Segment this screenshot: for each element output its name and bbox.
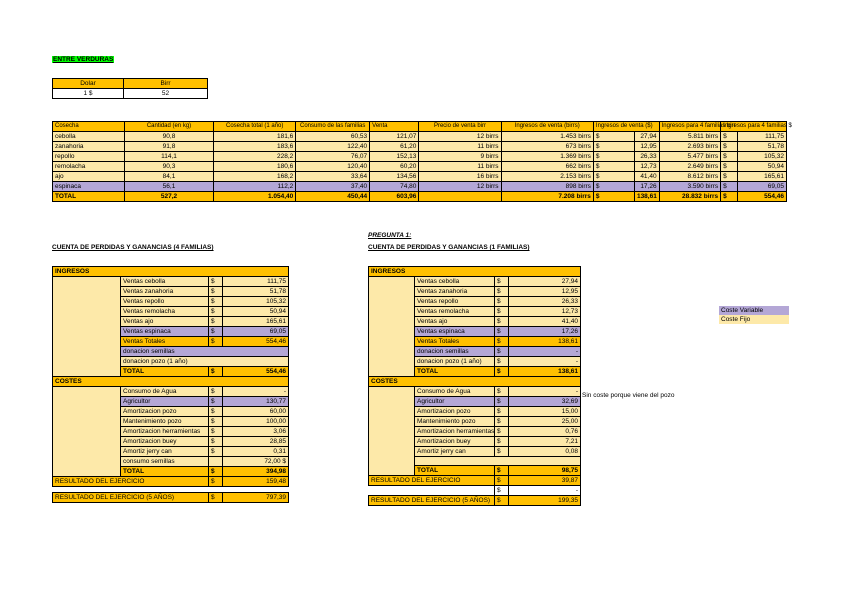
left-item-value: 72,00 $	[223, 457, 289, 467]
crop-row	[53, 152, 787, 162]
crops-header-ingresos-birr: Ingresos de venta (birrs)	[501, 122, 593, 132]
crop-cell: 51,78	[737, 142, 786, 152]
right-donacion-semillas: donacion semillas	[415, 347, 495, 357]
crop-cell: 122,40	[296, 142, 370, 152]
crop-cell: 121,07	[370, 132, 419, 142]
right-item-label: Amortizacion herramientas	[415, 427, 495, 437]
right-item-currency: $	[495, 417, 509, 427]
right-total-ingresos-value: 138,61	[509, 367, 581, 377]
right-line-item	[369, 417, 581, 427]
crop-cell: cebolla	[53, 132, 125, 142]
crops-total-cell	[419, 192, 501, 202]
left-resultado-label: RESULTADO DEL EJERCICIO	[53, 477, 209, 487]
crops-table	[52, 121, 792, 202]
left-line-item	[53, 307, 289, 317]
right-line-item	[369, 307, 581, 317]
crops-header-ingresos4-usd: Ingresos para 4 familias $	[721, 122, 787, 132]
crop-cell: $	[721, 152, 737, 162]
crop-cell: 181,6	[214, 132, 296, 142]
right-total-ingresos-label: TOTAL	[415, 367, 495, 377]
crop-cell: 26,33	[634, 152, 659, 162]
crop-cell: 11 birrs	[419, 162, 501, 172]
left-line-item	[53, 287, 289, 297]
right-item-currency: $	[495, 327, 509, 337]
crop-cell: 12,95	[634, 142, 659, 152]
right-item-value: 0,76	[509, 427, 581, 437]
left-item-value: -	[223, 387, 289, 397]
crop-cell: $	[593, 132, 634, 142]
left-item-currency: $	[209, 287, 223, 297]
crop-cell: ajo	[53, 172, 125, 182]
left-item-currency: $	[209, 417, 223, 427]
crop-cell: $	[593, 182, 634, 192]
crop-row	[53, 132, 787, 142]
crops-total-cell: 450,44	[296, 192, 370, 202]
crop-cell: 168,2	[214, 172, 296, 182]
crop-cell: 91,8	[124, 142, 213, 152]
crop-cell: 120,40	[296, 162, 370, 172]
right-item-label: Consumo de Agua	[415, 387, 495, 397]
currency-dolar-value: 1 $	[53, 89, 124, 99]
right-total-costes-currency: $	[495, 466, 509, 476]
left-item-label: Ventas repollo	[121, 297, 209, 307]
right-total-costes-label: TOTAL	[415, 466, 495, 476]
right-item-currency: $	[495, 407, 509, 417]
crops-total-cell: 603,96	[370, 192, 419, 202]
right-donacion-semillas-value: -	[509, 347, 581, 357]
left-item-value: 51,78	[223, 287, 289, 297]
crop-cell: 33,64	[296, 172, 370, 182]
left-item-label: Ventas cebolla	[121, 277, 209, 287]
crop-cell: 228,2	[214, 152, 296, 162]
right-line-item	[369, 287, 581, 297]
right-donacion-pozo-currency: $	[495, 357, 509, 367]
left-item-value: 111,75	[223, 277, 289, 287]
crops-header-precio: Precio de venta birr	[419, 122, 501, 132]
crops-total-cell: $	[593, 192, 634, 202]
left-item-label: consumo semillas	[121, 457, 209, 467]
crop-cell: 90,8	[124, 132, 213, 142]
crop-cell: 1.369 birrs	[501, 152, 593, 162]
currency-birr-value: 52	[124, 89, 208, 99]
crop-cell: 5.811 birrs	[659, 132, 721, 142]
right-pl-table	[368, 266, 581, 506]
right-item-label: Ventas espinaca	[415, 327, 495, 337]
crop-cell: 662 birrs	[501, 162, 593, 172]
right-line-item	[369, 317, 581, 327]
crop-cell: 61,20	[370, 142, 419, 152]
right-ingresos-label: INGRESOS	[369, 267, 581, 277]
right-resultado-label: RESULTADO DEL EJERCICIO	[369, 476, 495, 486]
left-item-label: Amortizacion buey	[121, 437, 209, 447]
crop-cell: 114,1	[124, 152, 213, 162]
crop-cell: 105,32	[737, 152, 786, 162]
crop-cell: 12 birrs	[419, 182, 501, 192]
crop-cell: 16 birrs	[419, 172, 501, 182]
left-item-currency: $	[209, 317, 223, 327]
right-line-item	[369, 387, 581, 397]
right-resultado-value: 39,87	[509, 476, 581, 486]
left-item-label: Consumo de Agua	[121, 387, 209, 397]
crop-cell: 2.649 birrs	[659, 162, 721, 172]
legend-coste-fijo: Coste Fijo	[719, 315, 789, 324]
crop-cell: $	[721, 182, 737, 192]
left-item-value: 165,61	[223, 317, 289, 327]
crop-row	[53, 172, 787, 182]
right-ventas-totales-value: 138,61	[509, 337, 581, 347]
left-item-currency	[209, 457, 223, 467]
sheet-title: ENTRE VERDURAS	[53, 56, 114, 63]
right-item-currency: $	[495, 437, 509, 447]
crops-total-cell: 1.054,40	[214, 192, 296, 202]
right-donacion-pozo: donacion pozo (1 año)	[415, 357, 495, 367]
crop-row	[53, 142, 787, 152]
left-line-item	[53, 327, 289, 337]
right-item-currency: $	[495, 317, 509, 327]
crops-header-cantidad: Cantidad (en kg)	[124, 122, 213, 132]
right-item-label: Ventas cebolla	[415, 277, 495, 287]
right-line-item	[369, 437, 581, 447]
right-item-currency: $	[495, 447, 509, 457]
crop-cell: 2.153 birrs	[501, 172, 593, 182]
right-resultado-currency: $	[495, 476, 509, 486]
left-total-ingresos-label: TOTAL	[121, 367, 209, 377]
right-line-item	[369, 397, 581, 407]
left-item-value: 28,85	[223, 437, 289, 447]
crops-header-cosecha-total: Cosecha total (1 año)	[214, 122, 296, 132]
left-ventas-totales-label: Ventas Totales	[121, 337, 209, 347]
right-item-label: Ventas remolacha	[415, 307, 495, 317]
left-item-label: Amortizacion herramientas	[121, 427, 209, 437]
left-item-currency: $	[209, 407, 223, 417]
left-item-value: 105,32	[223, 297, 289, 307]
right-item-value: 12,95	[509, 287, 581, 297]
crop-cell: 60,53	[296, 132, 370, 142]
left-item-label: Amortiz jerry can	[121, 447, 209, 457]
crop-cell: 50,94	[737, 162, 786, 172]
crop-cell: 69,05	[737, 182, 786, 192]
right-line-item	[369, 327, 581, 337]
left-item-currency: $	[209, 437, 223, 447]
right-resultado5-currency: $	[495, 496, 509, 506]
left-item-currency: $	[209, 427, 223, 437]
crop-cell: 5.477 birrs	[659, 152, 721, 162]
crops-header-cosecha: Cosecha	[53, 122, 125, 132]
cost-legend	[719, 306, 789, 324]
left-resultado5-currency: $	[209, 493, 223, 503]
currency-header-dolar: Dolar	[53, 79, 124, 89]
left-line-item	[53, 397, 289, 407]
right-line-item	[369, 447, 581, 457]
left-line-item	[53, 317, 289, 327]
crop-cell: 56,1	[124, 182, 213, 192]
left-line-item	[53, 447, 289, 457]
crop-cell: $	[593, 172, 634, 182]
right-item-label: Ventas zanahoria	[415, 287, 495, 297]
right-item-value: 41,40	[509, 317, 581, 327]
left-item-value: 100,00	[223, 417, 289, 427]
right-item-value: 32,69	[509, 397, 581, 407]
crop-cell: 2.693 birrs	[659, 142, 721, 152]
currency-table	[52, 78, 208, 99]
right-resultado5-label: RESULTADO DEL EJERCICIO (5 AÑOS)	[369, 496, 495, 506]
pregunta-label: PREGUNTA 1:	[368, 232, 412, 239]
crop-row	[53, 182, 787, 192]
right-donacion-pozo-value: -	[509, 357, 581, 367]
crops-total-cell: TOTAL	[53, 192, 125, 202]
crop-cell: 90,3	[124, 162, 213, 172]
right-total-costes-value: 98,75	[509, 466, 581, 476]
crop-cell: 8.612 birrs	[659, 172, 721, 182]
crop-cell: 11 birrs	[419, 142, 501, 152]
crops-total-cell: 7.208 birrs	[501, 192, 593, 202]
right-ventas-totales-label: Ventas Totales	[415, 337, 495, 347]
crop-cell: 673 birrs	[501, 142, 593, 152]
right-item-label: Agricultor	[415, 397, 495, 407]
crops-total-cell: 138,61	[634, 192, 659, 202]
crop-cell: 74,80	[370, 182, 419, 192]
crop-cell: repollo	[53, 152, 125, 162]
crop-cell: 3.590 birrs	[659, 182, 721, 192]
crop-cell: 152,13	[370, 152, 419, 162]
left-item-currency: $	[209, 387, 223, 397]
right-item-currency: $	[495, 287, 509, 297]
right-item-value: 26,33	[509, 297, 581, 307]
left-total-costes-label: TOTAL	[121, 467, 209, 477]
crops-header-venta: Venta	[370, 122, 419, 132]
crop-cell: 17,26	[634, 182, 659, 192]
currency-header-birr: Birr	[124, 79, 208, 89]
right-item-value: 17,26	[509, 327, 581, 337]
left-item-label: Amortizacion pozo	[121, 407, 209, 417]
crops-total-cell: 554,46	[737, 192, 786, 202]
right-item-currency: $	[495, 387, 509, 397]
right-item-currency: $	[495, 397, 509, 407]
crop-cell: 12,73	[634, 162, 659, 172]
left-item-label: Ventas ajo	[121, 317, 209, 327]
right-resultado5-value: 199,35	[509, 496, 581, 506]
right-item-label: Ventas ajo	[415, 317, 495, 327]
left-item-currency: $	[209, 297, 223, 307]
crop-cell: $	[721, 162, 737, 172]
left-donacion-pozo: donacion pozo (1 año)	[121, 357, 289, 367]
left-ingresos-label: INGRESOS	[53, 267, 289, 277]
left-total-ingresos-currency: $	[209, 367, 223, 377]
crop-cell: 1.453 birrs	[501, 132, 593, 142]
crop-cell: 111,75	[737, 132, 786, 142]
left-line-item	[53, 297, 289, 307]
crop-cell: $	[593, 162, 634, 172]
left-resultado-value: 159,48	[223, 477, 289, 487]
left-total-costes-currency: $	[209, 467, 223, 477]
crop-cell: remolacha	[53, 162, 125, 172]
left-item-label: Ventas zanahoria	[121, 287, 209, 297]
right-item-currency: $	[495, 307, 509, 317]
crops-total-cell: 527,2	[124, 192, 213, 202]
right-heading: CUENTA DE PERDIDAS Y GANANCIAS (1 FAMILIAS)	[368, 244, 530, 251]
right-item-value: 25,00	[509, 417, 581, 427]
right-item-label: Amortizacion buey	[415, 437, 495, 447]
right-extra-value: -	[509, 486, 581, 496]
left-item-value: 3,06	[223, 427, 289, 437]
right-item-value: -	[509, 387, 581, 397]
right-item-value: 7,21	[509, 437, 581, 447]
left-resultado5-label: RESULTADO DEL EJERCICIO (5 AÑOS)	[53, 493, 209, 503]
left-line-item	[53, 427, 289, 437]
right-item-value: 15,00	[509, 407, 581, 417]
left-total-costes-value: 394,98	[223, 467, 289, 477]
left-resultado5-value: 797,39	[223, 493, 289, 503]
right-item-currency: $	[495, 277, 509, 287]
crop-row	[53, 162, 787, 172]
right-item-value: 12,73	[509, 307, 581, 317]
right-extra-currency: $	[495, 486, 509, 496]
crops-header-ingresos-usd: Ingresos de venta ($)	[593, 122, 659, 132]
crop-cell: 112,2	[214, 182, 296, 192]
left-line-item	[53, 417, 289, 427]
left-item-label: Ventas espinaca	[121, 327, 209, 337]
right-item-label: Amortiz jerry can	[415, 447, 495, 457]
crop-cell: 60,20	[370, 162, 419, 172]
left-pl-table	[52, 266, 289, 503]
left-line-item	[53, 457, 289, 467]
left-item-currency: $	[209, 327, 223, 337]
left-item-currency: $	[209, 277, 223, 287]
right-item-label: Amortizacion pozo	[415, 407, 495, 417]
right-item-value: 0,08	[509, 447, 581, 457]
crop-cell: 165,61	[737, 172, 786, 182]
left-item-currency: $	[209, 447, 223, 457]
left-total-ingresos-value: 554,46	[223, 367, 289, 377]
left-line-item	[53, 277, 289, 287]
crop-cell: $	[721, 142, 737, 152]
right-ventas-totales-currency: $	[495, 337, 509, 347]
crops-header-ingresos4-birr: Ingresos para 4 familias birr	[659, 122, 721, 132]
crop-cell: 84,1	[124, 172, 213, 182]
right-item-label: Mantenimiento pozo	[415, 417, 495, 427]
crop-cell: $	[721, 172, 737, 182]
left-item-value: 69,05	[223, 327, 289, 337]
right-line-item	[369, 407, 581, 417]
right-line-item	[369, 427, 581, 437]
left-item-value: 60,00	[223, 407, 289, 417]
right-item-label: Ventas repollo	[415, 297, 495, 307]
left-item-label: Mantenimiento pozo	[121, 417, 209, 427]
right-total-ingresos-currency: $	[495, 367, 509, 377]
legend-coste-variable: Coste Variable	[719, 306, 789, 315]
left-ventas-totales-value: 554,46	[223, 337, 289, 347]
crop-cell: 76,07	[296, 152, 370, 162]
crop-cell: 183,6	[214, 142, 296, 152]
crop-cell: $	[593, 152, 634, 162]
left-line-item	[53, 387, 289, 397]
left-item-label: Ventas remolacha	[121, 307, 209, 317]
crop-cell: espinaca	[53, 182, 125, 192]
crop-cell: $	[721, 132, 737, 142]
left-item-value: 0,31	[223, 447, 289, 457]
crop-cell: $	[593, 142, 634, 152]
crop-cell: 27,94	[634, 132, 659, 142]
crop-cell: 9 birrs	[419, 152, 501, 162]
right-line-item	[369, 297, 581, 307]
left-line-item	[53, 437, 289, 447]
crop-cell: 12 birrs	[419, 132, 501, 142]
crops-total-row	[53, 192, 787, 202]
crop-cell: 898 birrs	[501, 182, 593, 192]
left-item-value: 50,94	[223, 307, 289, 317]
right-item-currency: $	[495, 427, 509, 437]
crops-total-cell: 28.832 birrs	[659, 192, 721, 202]
left-item-label: Agricultor	[121, 397, 209, 407]
right-item-currency: $	[495, 297, 509, 307]
left-ventas-totales-currency: $	[209, 337, 223, 347]
crop-cell: 37,40	[296, 182, 370, 192]
left-item-currency: $	[209, 307, 223, 317]
crop-cell: 180,6	[214, 162, 296, 172]
right-costes-label: COSTES	[369, 377, 581, 387]
note-agua: Sin coste porque viene del pozo	[582, 392, 675, 399]
left-resultado-currency: $	[209, 477, 223, 487]
left-item-currency: $	[209, 397, 223, 407]
crops-header-consumo: Consumo de las familias	[296, 122, 370, 132]
left-heading: CUENTA DE PERDIDAS Y GANANCIAS (4 FAMILIAS)	[52, 244, 214, 251]
left-line-item	[53, 407, 289, 417]
crop-cell: zanahoria	[53, 142, 125, 152]
right-line-item	[369, 277, 581, 287]
right-item-value: 27,94	[509, 277, 581, 287]
right-donacion-semillas-currency: $	[495, 347, 509, 357]
crop-cell: 41,40	[634, 172, 659, 182]
crops-total-cell: $	[721, 192, 737, 202]
left-item-value: 130,77	[223, 397, 289, 407]
left-donacion-semillas: donacion semillas	[121, 347, 289, 357]
left-costes-label: COSTES	[53, 377, 289, 387]
crop-cell: 134,56	[370, 172, 419, 182]
